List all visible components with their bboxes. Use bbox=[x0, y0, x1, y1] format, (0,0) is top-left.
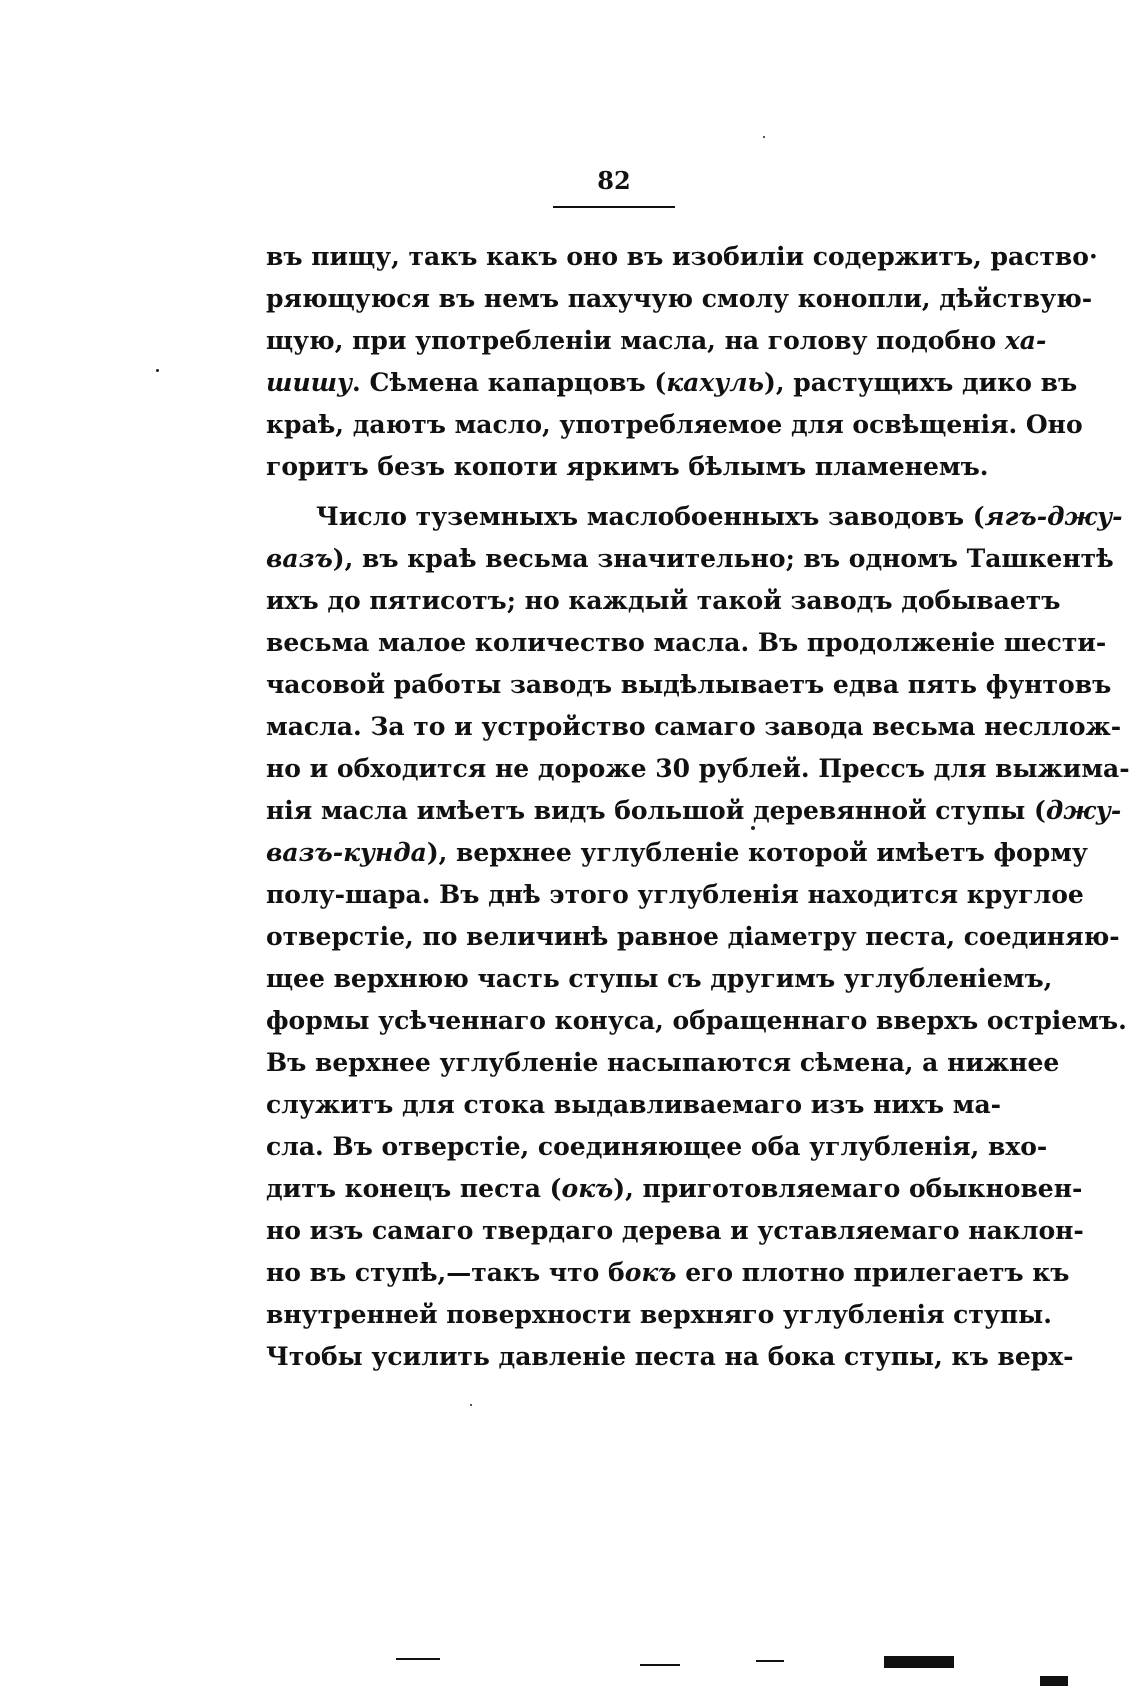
text-line: отверстіе, по величинѣ равное діаметру песта, соединяю- bbox=[266, 922, 1120, 951]
text-line: щую, при употребленіи масла, на голову подобно ха- bbox=[266, 326, 1047, 355]
paragraph-2 bbox=[266, 496, 1130, 1378]
scan-edge-mark bbox=[1040, 1676, 1068, 1686]
text-line: но и обходится не дороже 30 рублей. Прессъ для выжима- bbox=[266, 754, 1130, 783]
paragraph-1 bbox=[266, 236, 1098, 488]
text-line: внутренней поверхности верхняго углубленія ступы. bbox=[266, 1300, 1052, 1329]
text-line: ихъ до пятисотъ; но каждый такой заводъ добываетъ bbox=[266, 586, 1061, 615]
scan-edge-mark bbox=[396, 1658, 440, 1660]
text-line: нія масла имѣетъ видъ большой деревянной ступы (джу- bbox=[266, 796, 1122, 825]
text-line: ряющуюся въ немъ пахучую смолу конопли, дѣйствую- bbox=[266, 284, 1093, 313]
page-number: 82 bbox=[597, 166, 631, 195]
text-line: формы усѣченнаго конуса, обращеннаго вверхъ остріемъ. bbox=[266, 1006, 1127, 1035]
text-line: шишу. Сѣмена капарцовъ (кахуль), растущихъ дико въ bbox=[266, 368, 1078, 397]
text-line: часовой работы заводъ выдѣлываетъ едва пять фунтовъ bbox=[266, 670, 1112, 699]
text-line: сла. Въ отверстіе, соединяющее оба углубленія, вхо- bbox=[266, 1132, 1048, 1161]
text-line: Чтобы усилить давленіе песта на бока ступы, къ верх- bbox=[266, 1342, 1074, 1371]
text-line: Число туземныхъ маслобоенныхъ заводовъ (ягъ-джу- bbox=[316, 502, 1123, 531]
text-line: дитъ конецъ песта (окъ), приготовляемаго обыкновен- bbox=[266, 1174, 1083, 1203]
scan-edge-mark bbox=[640, 1664, 680, 1666]
scan-speck bbox=[470, 1404, 472, 1406]
page-number-rule bbox=[553, 206, 675, 208]
text-line: но въ ступѣ,—такъ что бокъ его плотно прилегаетъ къ bbox=[266, 1258, 1070, 1287]
text-line: но изъ самаго твердаго дерева и уставляемаго наклон- bbox=[266, 1216, 1084, 1245]
text-line: вазъ), въ краѣ весьма значительно; въ одномъ Ташкентѣ bbox=[266, 544, 1114, 573]
scan-speck bbox=[156, 369, 159, 372]
text-line: полу-шара. Въ днѣ этого углубленія находится круглое bbox=[266, 880, 1084, 909]
text-line: вазъ-кунда), верхнее углубленіе которой имѣетъ форму bbox=[266, 838, 1088, 867]
scan-speck bbox=[751, 826, 755, 830]
text-line: служитъ для стока выдавливаемаго изъ нихъ ма- bbox=[266, 1090, 1002, 1119]
text-line: весьма малое количество масла. Въ продолженіе шести- bbox=[266, 628, 1107, 657]
scan-edge-mark bbox=[756, 1660, 784, 1662]
text-line: щее верхнюю часть ступы съ другимъ углубленіемъ, bbox=[266, 964, 1053, 993]
scan-edge-mark bbox=[884, 1656, 954, 1668]
text-line: краѣ, даютъ масло, употребляемое для освѣщенія. Оно bbox=[266, 410, 1083, 439]
text-line: Въ верхнее углубленіе насыпаются сѣмена, а нижнее bbox=[266, 1048, 1060, 1077]
text-line: горитъ безъ копоти яркимъ бѣлымъ пламенемъ. bbox=[266, 452, 989, 481]
text-line: масла. За то и устройство самаго завода весьма несллож- bbox=[266, 712, 1122, 741]
paragraph-gap bbox=[266, 488, 960, 496]
text-line: въ пищу, такъ какъ оно въ изобиліи содержитъ, раство· bbox=[266, 242, 1098, 271]
body-text bbox=[266, 236, 1130, 1378]
scan-speck bbox=[763, 136, 765, 138]
